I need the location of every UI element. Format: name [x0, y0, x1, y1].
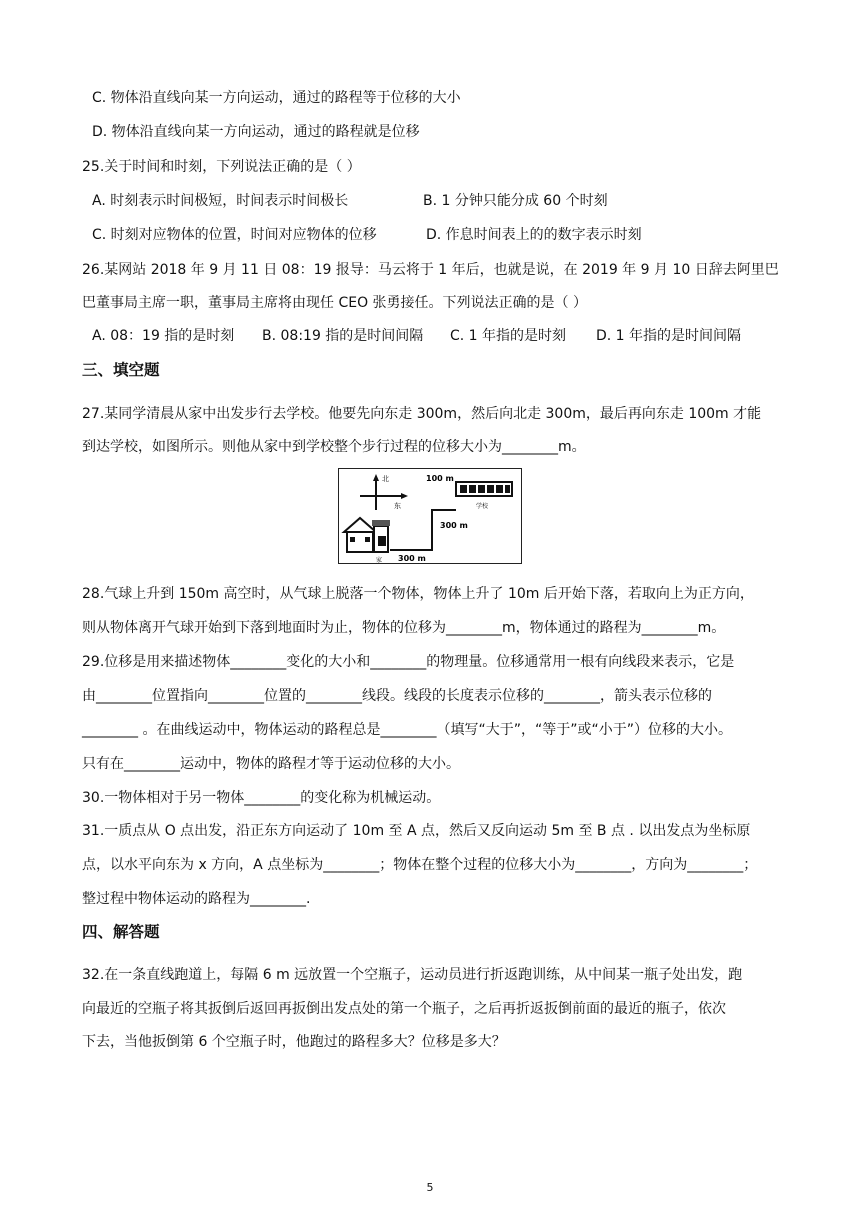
option-25c: C. 时刻对应物体的位置，时间对应物体的位移 [92, 227, 377, 243]
section-heading-answer: 四、解答题 [82, 923, 160, 941]
option-25a: A. 时刻表示时间极短，时间表示时间极长 [92, 193, 349, 209]
question-25: 25.关于时间和时刻，下列说法正确的是（ ） [82, 159, 361, 175]
option-25d: D. 作息时间表上的的数字表示时刻 [426, 227, 642, 243]
route-label-top: 100 m [426, 474, 454, 483]
question-31-line1: 31.一质点从 O 点出发，沿正东方向运动了 10m 至 A 点，然后又反向运动 5m 至 B 点 . 以出发点为坐标原 [82, 823, 751, 839]
question-27-line1: 27.某同学清晨从家中出发步行去学校。他要先向东走 300m，然后向北走 300m，最后再向东走 100m 才能 [82, 406, 762, 422]
option-26a: A. 08：19 指的是时刻 [92, 328, 235, 344]
question-32-line1: 32.在一条直线跑道上，每隔 6 m 远放置一个空瓶子，运动员进行折返跑训练，从中间某一瓶子处出发，跑 [82, 967, 743, 983]
question-29-line3: ________ 。在曲线运动中，物体运动的路程总是________（填写“大于”，“等于”或“小于”）位移的大小。 [82, 722, 732, 738]
option-26d: D. 1 年指的是时间间隔 [596, 328, 742, 344]
route-label-middle: 300 m [440, 521, 468, 530]
section-heading-fill-blank: 三、填空题 [82, 361, 160, 379]
north-label: 北 [382, 475, 389, 483]
option-25b: B. 1 分钟只能分成 60 个时刻 [423, 193, 608, 209]
question-31-line3: 整过程中物体运动的路程为________. [82, 891, 311, 907]
option-26b: B. 08:19 指的是时间间隔 [262, 328, 424, 344]
question-29-line1: 29.位移是用来描述物体________变化的大小和________的物理量。位移通常用一根有向线段来表示，它是 [82, 654, 735, 670]
question-29-line2: 由________位置指向________位置的________线段。线段的长度表示位移的________，箭头表示位移的 [82, 688, 712, 704]
route-label-bottom: 300 m [398, 554, 426, 563]
question-26-line2: 巴董事局主席一职，董事局主席将由现任 CEO 张勇接任。下列说法正确的是（ ） [82, 295, 587, 311]
question-28-line2: 则从物体离开气球开始到下落到地面时为止，物体的位移为________m，物体通过的路程为________m。 [82, 620, 726, 636]
east-label: 东 [394, 502, 401, 510]
question-29-line4: 只有在________运动中，物体的路程才等于运动位移的大小。 [82, 756, 460, 772]
question-27-line2: 到达学校，如图所示。则他从家中到学校整个步行过程的位移大小为________m。 [82, 439, 586, 455]
page-number: 5 [426, 1181, 434, 1194]
school-icon [456, 482, 512, 496]
question-26-line1: 26.某网站 2018 年 9 月 11 日 08：19 报导：马云将于 1 年后，也就是说，在 2019 年 9 月 10 日辞去阿里巴 [82, 262, 779, 278]
option-24d: D. 物体沿直线向某一方向运动，通过的路程就是位移 [92, 124, 420, 140]
question-31-line2: 点，以水平向东为 x 方向，A 点坐标为________；物体在整个过程的位移大小为________，方向为________； [82, 857, 758, 873]
question-28-line1: 28.气球上升到 150m 高空时，从气球上脱落一个物体，物体上升了 10m 后开始下落，若取向上为正方向， [82, 586, 754, 602]
home-label: 家 [376, 557, 383, 564]
school-label: 学校 [476, 503, 489, 510]
route-diagram [338, 468, 522, 564]
option-24c: C. 物体沿直线向某一方向运动，通过的路程等于位移的大小 [92, 90, 461, 106]
question-30: 30.一物体相对于另一物体________的变化称为机械运动。 [82, 790, 441, 806]
question-32-line2: 向最近的空瓶子将其扳倒后返回再扳倒出发点处的第一个瓶子，之后再折返扳倒前面的最近的瓶子，依次 [82, 1001, 726, 1017]
question-32-line3: 下去，当他扳倒第 6 个空瓶子时，他跑过的路程多大？位移是多大？ [82, 1034, 506, 1050]
option-26c: C. 1 年指的是时刻 [450, 328, 567, 344]
